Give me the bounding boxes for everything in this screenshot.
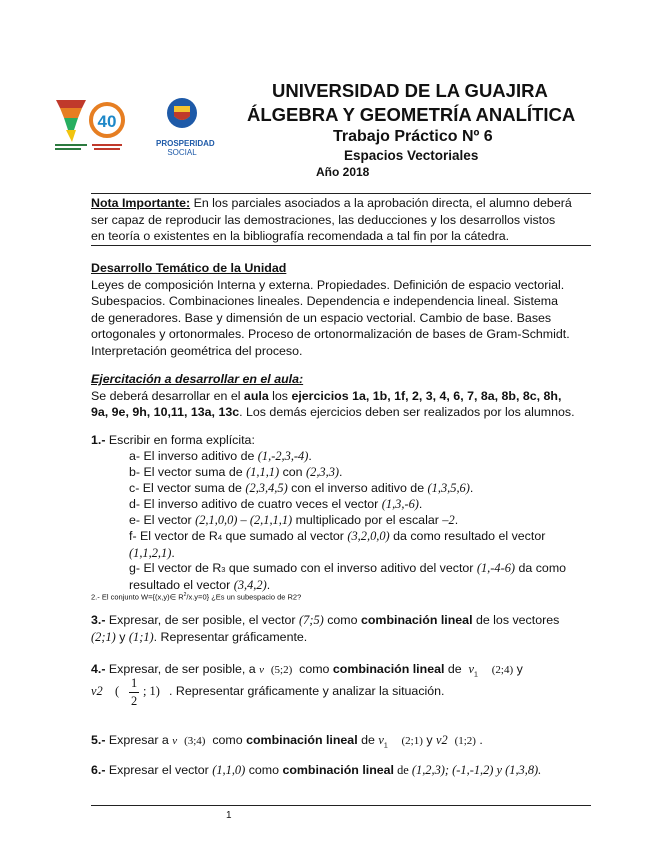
fraction-bar [129, 692, 139, 693]
course-title: ÁLGEBRA Y GEOMETRÍA ANALÍTICA [247, 104, 576, 125]
nota-label: Nota Importante: [91, 196, 191, 210]
nota-rule [91, 245, 591, 246]
exercise-5: 5.- Expresar a v (3;4) como combinación lineal de $v_1$ (2;1) y v2 (1;2) . [91, 733, 483, 750]
ej-l2a: 9a, 9e, 9h, 10,11, 13a, 13c [91, 405, 240, 419]
exercise-1e: e- El vector (2,1,0,0) – (2,1,1,1) multiplicado por el escalar –2. [129, 513, 459, 527]
colombia-shield-icon [156, 96, 208, 134]
exercise-1f: f- El vector de R4 que sumado al vector (3,2,0,0) da como resultado el vector (1,1,2,1). [129, 529, 546, 560]
prosperidad-social-logo [156, 96, 215, 160]
page-number: 1 [226, 810, 232, 821]
nota-importante [91, 195, 591, 245]
desarrollo-line1: Leyes de composición Interna y externa. Propiedades. Definición de espacio vectorial. [91, 277, 565, 292]
desarrollo-line2: Subespacios. Combinaciones lineales. Dependencia e independencia lineal. Sistema [91, 294, 559, 308]
ex1-num: 1.- [91, 433, 106, 447]
desarrollo-tematico [91, 260, 591, 359]
exercise-1g: g- El vector de R3 que sumado con el inverso aditivo del vector (1,-4-6) da como resultado el vector (3,4,2). [129, 561, 567, 592]
university-title: UNIVERSIDAD DE LA GUAJIRA [272, 80, 548, 101]
ej-l1c: los [268, 388, 292, 403]
anniversary-40-logo [88, 98, 126, 160]
desarrollo-line4: ortogonales y ortonormales. Proceso de ortonormalización de bases de Gram-Schmidt. [91, 327, 570, 341]
top-rule [91, 193, 591, 194]
ex1-text: Escribir en forma explícita: [105, 433, 255, 447]
ejercitacion [91, 371, 591, 421]
exercise-3: 3.- Expresar, de ser posible, el vector (7;5) como combinación lineal de los vectores (2;1) y (1;1). Representar gráficamente. [91, 613, 560, 644]
desarrollo-line3: de generadores. Base y dimensión de un espacio vectorial. Cambio de base. Bases [91, 310, 552, 325]
footer-rule [91, 805, 591, 806]
logo-ps-text-1: PROSPERIDAD [156, 139, 215, 148]
exercise-4-line1: 4.- Expresar, de ser posible, a v (5;2) como combinación lineal de $v_1$ (2;4) y [91, 662, 523, 679]
topic-title: Espacios Vectoriales [344, 148, 479, 163]
ej-l2b: . Los demás ejercicios deben ser realizados por los alumnos. [239, 405, 575, 419]
ej-l1a: Se deberá desarrollar en el [91, 388, 244, 403]
year-label: Año 2018 [316, 165, 370, 179]
exercise-1d: d- El inverso aditivo de cuatro veces el vector (1,3,-6). [129, 497, 423, 511]
exercise-4-line2: v2 ( 1 2 ; 1) . Representar gráficamente y analizar la situación. [91, 676, 445, 708]
ejercitacion-label: Ejercitación a desarrollar en el aula: [91, 372, 304, 386]
exercise-1-heading [91, 432, 591, 449]
nota-line2: ser capaz de reproducir las demostraciones, las deducciones y los desarrollos vistos [91, 212, 556, 227]
exercise-1a: a- El inverso aditivo de (1,-2,3,-4). [129, 449, 312, 463]
ej-l1d: ejercicios 1a, 1b, 1f, 2, 3, 4, 6, 7, 8a, 8b, 8c, 8h, [291, 388, 562, 403]
logo-ps-text-2: SOCIAL [167, 148, 197, 157]
nota-line1: En los parciales asociados a la aprobación directa, el alumno deberá [190, 196, 572, 210]
exercise-1b: b- El vector suma de (1,1,1) con (2,3,3). [129, 465, 343, 479]
nota-line3: en teoría o existentes en la bibliografía recomendada a tal fin por la cátedra. [91, 229, 510, 243]
logo-40-text: 40 [97, 112, 117, 131]
ej-l1b: aula [243, 388, 269, 403]
desarrollo-label: Desarrollo Temático de la Unidad [91, 261, 287, 275]
exercise-1c: c- El vector suma de (2,3,4,5) con el inverso aditivo de (1,3,5,6). [129, 481, 474, 495]
university-logo [52, 96, 90, 158]
exercise-2: 2.- El conjunto W={(x,y)∈ $R^2/x.y=0$} ¿Es un subespacio de R2? [91, 592, 302, 602]
exercise-6: 6.- Expresar el vector (1,1,0) como combinación lineal de (1,2,3); (-1,-1,2) y (1,3,8). [91, 763, 542, 777]
work-title: Trabajo Práctico Nº 6 [333, 128, 493, 145]
desarrollo-line5: Interpretación geométrica del proceso. [91, 343, 303, 358]
